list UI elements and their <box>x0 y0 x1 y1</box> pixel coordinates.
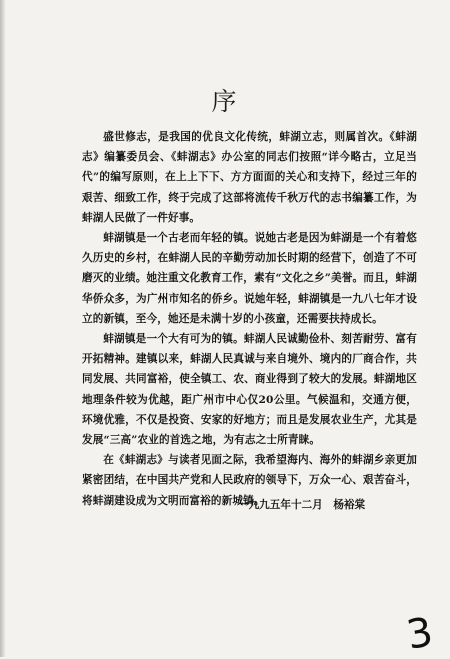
page-title: 序 <box>211 87 239 116</box>
paragraph-1: 盛世修志，是我国的优良文化传统，蚌湖立志，则属首次。《蚌湖志》编纂委员会、《蚌湖志》办公室的同志们按照“详今略古，立足当代”的编写原则，在上上下下、方方面面的关心和支持下，经过三年的艰苦、细致工作，终于完成了这部将流传千秋万代的志书编纂工作，为蚌湖人民做了一件好事。 <box>82 131 417 224</box>
preface-body <box>82 127 417 511</box>
handwritten-page-number: 3 <box>403 609 437 659</box>
paragraph-3: 蚌湖镇是一个大有可为的镇。蚌湖人民诚勤俭朴、刻苦耐劳、富有开拓精神。建镇以来，蚌湖人民真诚与来自境外、境内的厂商合作，共同发展、共同富裕，使全镇工、农、商业得到了较大的发展。蚌湖地区地理条件较为优越，距广州市中心仅20公里。气候温和，交通方便，环境优雅，不仅是投资、安家的好地方；而且是发展农业生产，尤其是发展“三高”农业的首选之地，为有志之士所青睐。 <box>82 333 417 447</box>
paragraph-4: 在《蚌湖志》与读者见面之际，我希望海内、海外的蚌湖乡亲更加紧密团结，在中国共产党和人民政府的领导下，万众一心、艰苦奋斗，将蚌湖建设成为文明而富裕的新城镇。 <box>82 454 417 507</box>
paragraph-2: 蚌湖镇是一个古老而年轻的镇。说她古老是因为蚌湖是一个有着悠久历史的乡村，在蚌湖人民的辛勤劳动加长时期的经营下，创造了不可磨灭的业绩。她注重文化教育工作，素有“文化之乡”美誉。而且，蚌湖华侨众多，为广州市知名的侨乡。说她年轻，蚌湖镇是一九八七年才设立的新镇，至今，她还是未满十岁的小孩童，还需要扶持成长。 <box>82 232 417 325</box>
signature-date: 一九九五年十二月 杨裕棠 <box>238 499 366 511</box>
